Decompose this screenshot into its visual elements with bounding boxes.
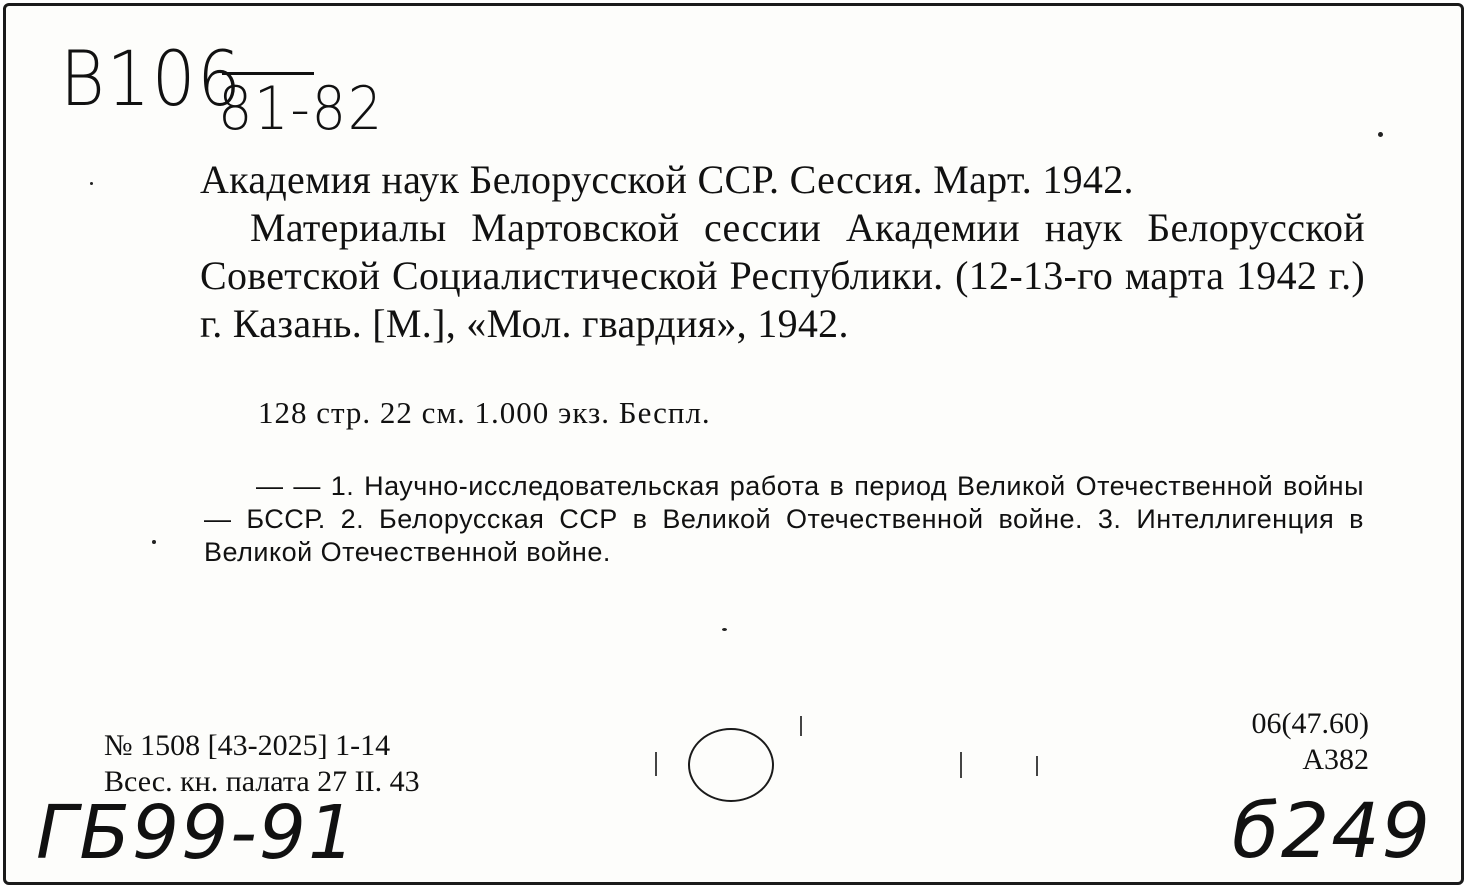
registration-chamber: Всес. кн. палата 27 II. 43 (104, 765, 420, 798)
entry-collation: 128 стр. 22 см. 1.000 экз. Беспл. (258, 395, 711, 430)
call-number-main: В106 (60, 34, 243, 123)
entry-heading: Академия наук Белорусской ССР. Сессия. Март. 1942. (200, 157, 1134, 202)
scan-tick (655, 752, 657, 776)
speck-dot (722, 628, 727, 631)
scan-tick (960, 752, 962, 778)
speck-dot (1378, 132, 1383, 137)
speck-dot (152, 540, 156, 544)
classification-block (1252, 706, 1369, 778)
call-number-sub: 81-82 (218, 74, 384, 144)
classification-udc: 06(47.60) (1251, 707, 1369, 740)
handwritten-note-left: ГБ99-91 (36, 790, 358, 876)
scan-tick (1036, 756, 1038, 776)
handwritten-note-right: б249 (1232, 786, 1432, 875)
scan-tick (800, 716, 802, 736)
entry-body (200, 156, 1365, 348)
entry-subjects: — — 1. Научно-исследовательская работа в период Великой Отечественной войны — БССР. 2. Белорусская ССР в Великой Отечественной войне. 3. Интеллигенция в Великой Отечественной войне. (204, 471, 1364, 567)
entry-description: Материалы Мартовской сессии Академии наук Белорусской Советской Социалистической Республики. (12-13-го марта 1942 г.) г. Казань. [М.], «Мол. гвардия», 1942. (200, 205, 1365, 346)
speck-dot (90, 182, 93, 185)
classification-author-mark: А382 (1302, 743, 1369, 776)
registration-number: № 1508 [43-2025] 1-14 (104, 729, 391, 762)
punch-hole (688, 728, 774, 802)
